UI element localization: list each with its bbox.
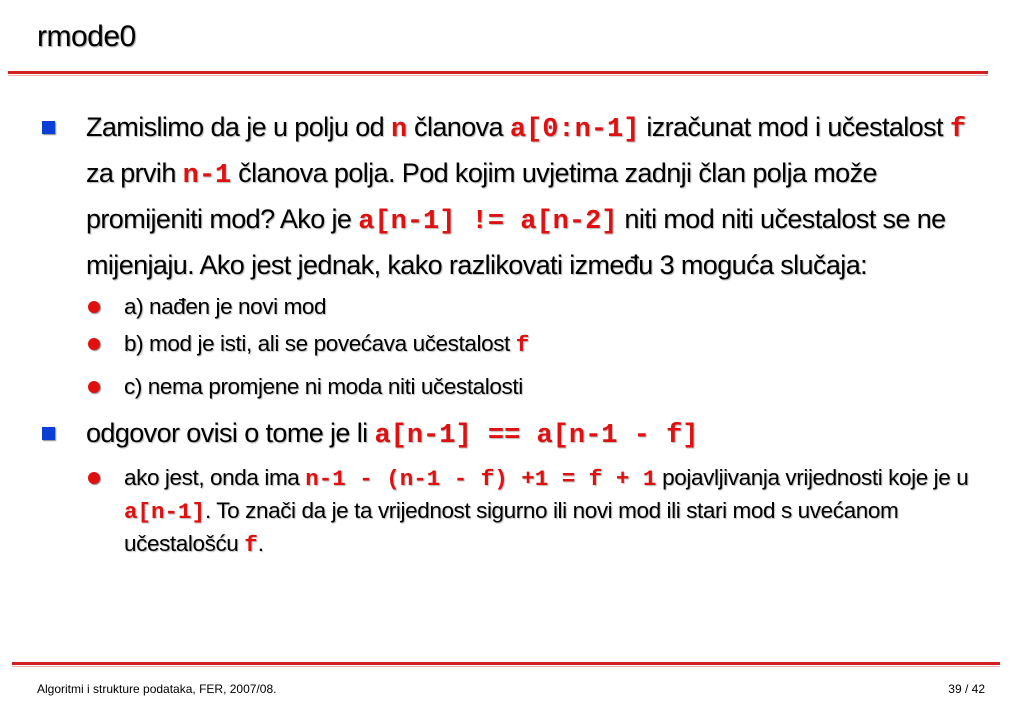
- sub-bullet-text: c) nema promjene ni moda niti učestalosti: [124, 374, 523, 399]
- title-divider: [8, 71, 988, 74]
- sub-bullet-text: . To znači da je ta vrijednost sigurno ili novi mod ili stari mod s uvećanom učestalošću: [124, 498, 899, 556]
- code-f: f: [244, 532, 258, 558]
- sub-bullet-text: ako jest, onda ima: [124, 465, 306, 490]
- bullet-text: članova polja. Pod kojim uvjetima zadnji član polja može promijeniti mod? Ako je: [86, 158, 877, 234]
- sub-bullet-answer-detail: [40, 462, 990, 561]
- footer-course: Algoritmi i strukture podataka, FER, 2007/08.: [37, 682, 277, 696]
- code-equality-check: a[n-1] == a[n-1 - f]: [374, 421, 699, 451]
- sub-bullet-case-c: [40, 371, 990, 402]
- code-count-formula: n-1 - (n-1 - f) +1 = f + 1: [305, 466, 657, 492]
- bullet-question: [40, 106, 990, 287]
- sub-bullet-text: .: [257, 531, 264, 556]
- sub-bullet-case-a: [40, 291, 990, 322]
- title-divider-shadow: [8, 75, 988, 76]
- bullet-text: Zamislimo da je u polju od: [86, 112, 391, 142]
- bullet-text: članova: [407, 112, 510, 142]
- code-last-element: a[n-1]: [124, 499, 206, 525]
- bullet-text: izračunat mod i učestalost: [639, 112, 950, 142]
- round-bullet-icon: [88, 472, 100, 484]
- sub-bullet-text: pojavljivanja vrijednosti koje je u: [656, 465, 969, 490]
- slide-title: rmode0: [37, 20, 136, 53]
- round-bullet-icon: [88, 301, 100, 313]
- sub-bullet-text: b) mod je isti, ali se povećava učestalost: [124, 331, 516, 356]
- sub-bullet-case-b: [40, 328, 990, 361]
- bullet-text: niti mod niti učestalost se ne mijenjaju. Ako jest jednak, kako razlikovati između 3 moguća slučaja:: [86, 204, 946, 280]
- square-bullet-icon: [42, 121, 55, 134]
- bullet-text: za prvih: [86, 158, 183, 188]
- code-n: n: [390, 115, 408, 145]
- footer-divider-shadow: [12, 666, 1000, 667]
- bullet-text: odgovor ovisi o tome je li: [86, 418, 375, 448]
- footer-page-number: 39 / 42: [948, 682, 985, 696]
- code-condition: a[n-1] != a[n-2]: [358, 207, 618, 237]
- code-array-range: a[0:n-1]: [509, 115, 640, 145]
- code-n-minus-1: n-1: [182, 161, 232, 191]
- footer-divider: [12, 662, 1000, 665]
- code-f: f: [515, 332, 530, 358]
- square-bullet-icon: [42, 427, 55, 440]
- code-f: f: [949, 115, 967, 145]
- sub-bullet-text: a) nađen je novi mod: [124, 294, 327, 319]
- bullet-answer: [40, 412, 990, 458]
- round-bullet-icon: [88, 338, 100, 350]
- slide-content: [40, 106, 990, 561]
- round-bullet-icon: [88, 381, 100, 393]
